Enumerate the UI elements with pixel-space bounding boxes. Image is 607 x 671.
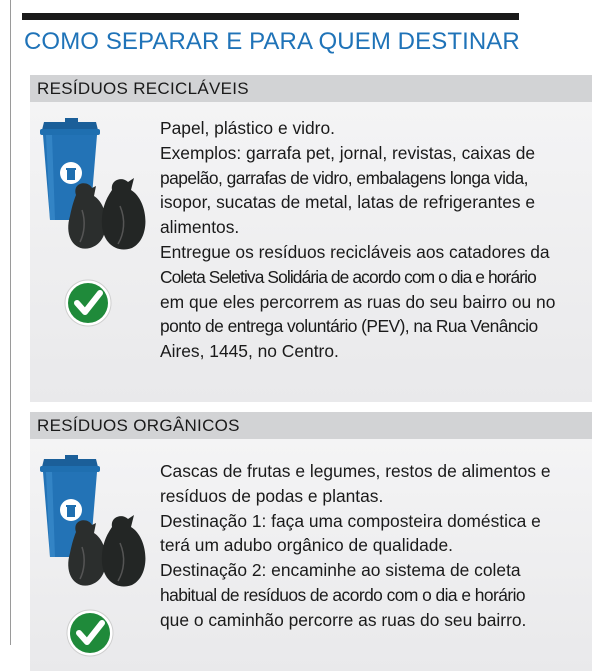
garbage-bags-icon xyxy=(68,515,145,587)
page-title: COMO SEPARAR E PARA QUEM DESTINAR xyxy=(24,28,520,55)
text-line: Coleta Seletiva Solidária de acordo com o dia e horário xyxy=(160,266,536,287)
text-line: habitual de resíduos de acordo com o dia e horário xyxy=(160,584,526,605)
text-line: em que eles percorrem as ruas do seu bairro ou no xyxy=(160,291,556,312)
text-line: que o caminhão percorre as ruas do seu bairro. xyxy=(160,609,527,630)
text-line: terá um adubo orgânico de qualidade. xyxy=(160,535,453,556)
garbage-bags-icon xyxy=(68,178,145,250)
text-line: Aires, 1445, no Centro. xyxy=(160,341,339,362)
check-icon xyxy=(65,280,111,326)
top-black-bar xyxy=(22,13,519,20)
section-organicos xyxy=(30,412,592,671)
section-reciclaveis xyxy=(30,75,592,402)
text-line: isopor, sucatas de metal, latas de refrigerantes e xyxy=(160,192,536,213)
section-body xyxy=(30,102,592,402)
text-line: Destinação 1: faça uma composteira doméstica e xyxy=(160,510,541,531)
section-header: RESÍDUOS RECICLÁVEIS xyxy=(30,75,592,102)
text-line: alimentos. xyxy=(160,217,240,238)
illustration xyxy=(30,102,154,402)
text-line: Entregue os resíduos recicláveis aos catadores da xyxy=(160,241,550,262)
text-line: Destinação 2: encaminhe ao sistema de coleta xyxy=(160,560,521,581)
section-text xyxy=(160,459,592,633)
check-icon xyxy=(67,610,113,656)
left-margin-rule xyxy=(10,0,11,645)
section-body xyxy=(30,439,592,671)
text-line: ponto de entrega voluntário (PEV), na Rua Venâncio xyxy=(160,316,538,337)
section-text xyxy=(160,116,592,364)
text-line: Papel, plástico e vidro. xyxy=(160,118,335,138)
text-line: papelão, garrafas de vidro, embalagens longa vida, xyxy=(160,167,528,188)
illustration xyxy=(30,439,154,671)
text-line: Exemplos: garrafa pet, jornal, revistas, caixas de xyxy=(160,142,536,163)
section-header: RESÍDUOS ORGÂNICOS xyxy=(30,412,592,439)
text-line: resíduos de podas e plantas. xyxy=(160,485,384,506)
text-line: Cascas de frutas e legumes, restos de alimentos e xyxy=(160,461,551,481)
